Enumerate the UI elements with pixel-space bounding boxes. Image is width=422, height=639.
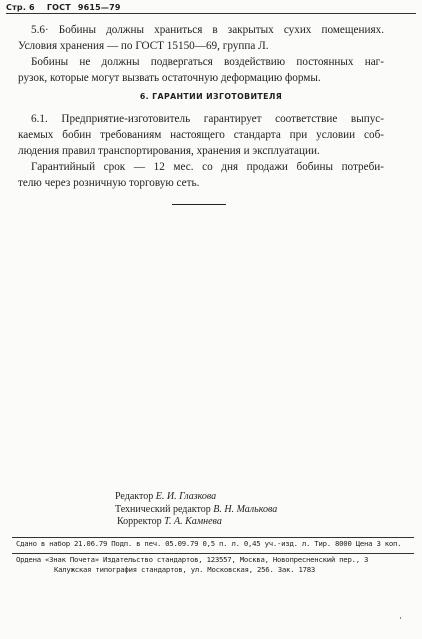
clause-5-6-continued [18,54,384,86]
publisher-rule [12,553,414,554]
header-rule [6,13,416,14]
text-line: 5.6· Бобины должны храниться в закрытых сухих помещениях. [31,24,384,36]
imprint-rule [12,537,414,538]
editorial-credits [115,491,355,529]
text-line: Условия хранения — по ГОСТ 15150—69, группа Л. [18,40,269,53]
text-line: Гарантийный срок — 12 мес. со дня продажи бобины потреби- [31,161,384,173]
publisher-line: Ордена «Знак Почета» Издательство стандартов, 123557, Москва, Новопресненский пер., 3 [16,555,369,564]
text-line: каемых бобин требованиям настоящего стандарта при условии соб- [18,129,384,142]
publisher-info [16,555,416,575]
page-header [6,3,121,12]
printer-line: Калужская типография стандартов, ул. Московская, 256. Зак. 1783 [54,565,316,574]
text-line: рузок, которые могут вызвать остаточную деформацию формы. [18,72,321,85]
page-number: Стр. 6 [6,3,35,12]
print-imprint: Сдано в набор 21.06.79 Подп. в печ. 05.09.79 0,5 п. л. 0,45 уч.-изд. л. Тир. 8000 Цена 3 коп. [16,539,402,548]
end-separator [172,204,226,205]
credit-tech-editor: Технический редактор В. Н. Малькова [115,503,278,515]
clause-6-1 [18,111,384,159]
clause-5-6 [18,22,384,54]
warranty-paragraph [18,159,384,191]
section-title: 6. ГАРАНТИИ ИЗГОТОВИТЕЛЯ [139,92,283,101]
text-line: Бобины не должны подвергаться воздействию постоянных наг- [31,56,384,68]
text-line: телю через розничную торговую сеть. [18,177,200,190]
standard-number: 9615—79 [77,3,121,12]
page-speck [400,617,401,619]
standard-label: ГОСТ [46,3,71,12]
credit-proofreader: Корректор Т. А. Камнева [117,516,222,527]
text-line: 6.1. Предприятие-изготовитель гарантирует соответствие выпус- [31,113,384,125]
credit-editor: Редактор Е. И. Глазкова [115,491,217,502]
text-line: людения правил транспортирования, хранения и эксплуатации. [18,145,320,158]
